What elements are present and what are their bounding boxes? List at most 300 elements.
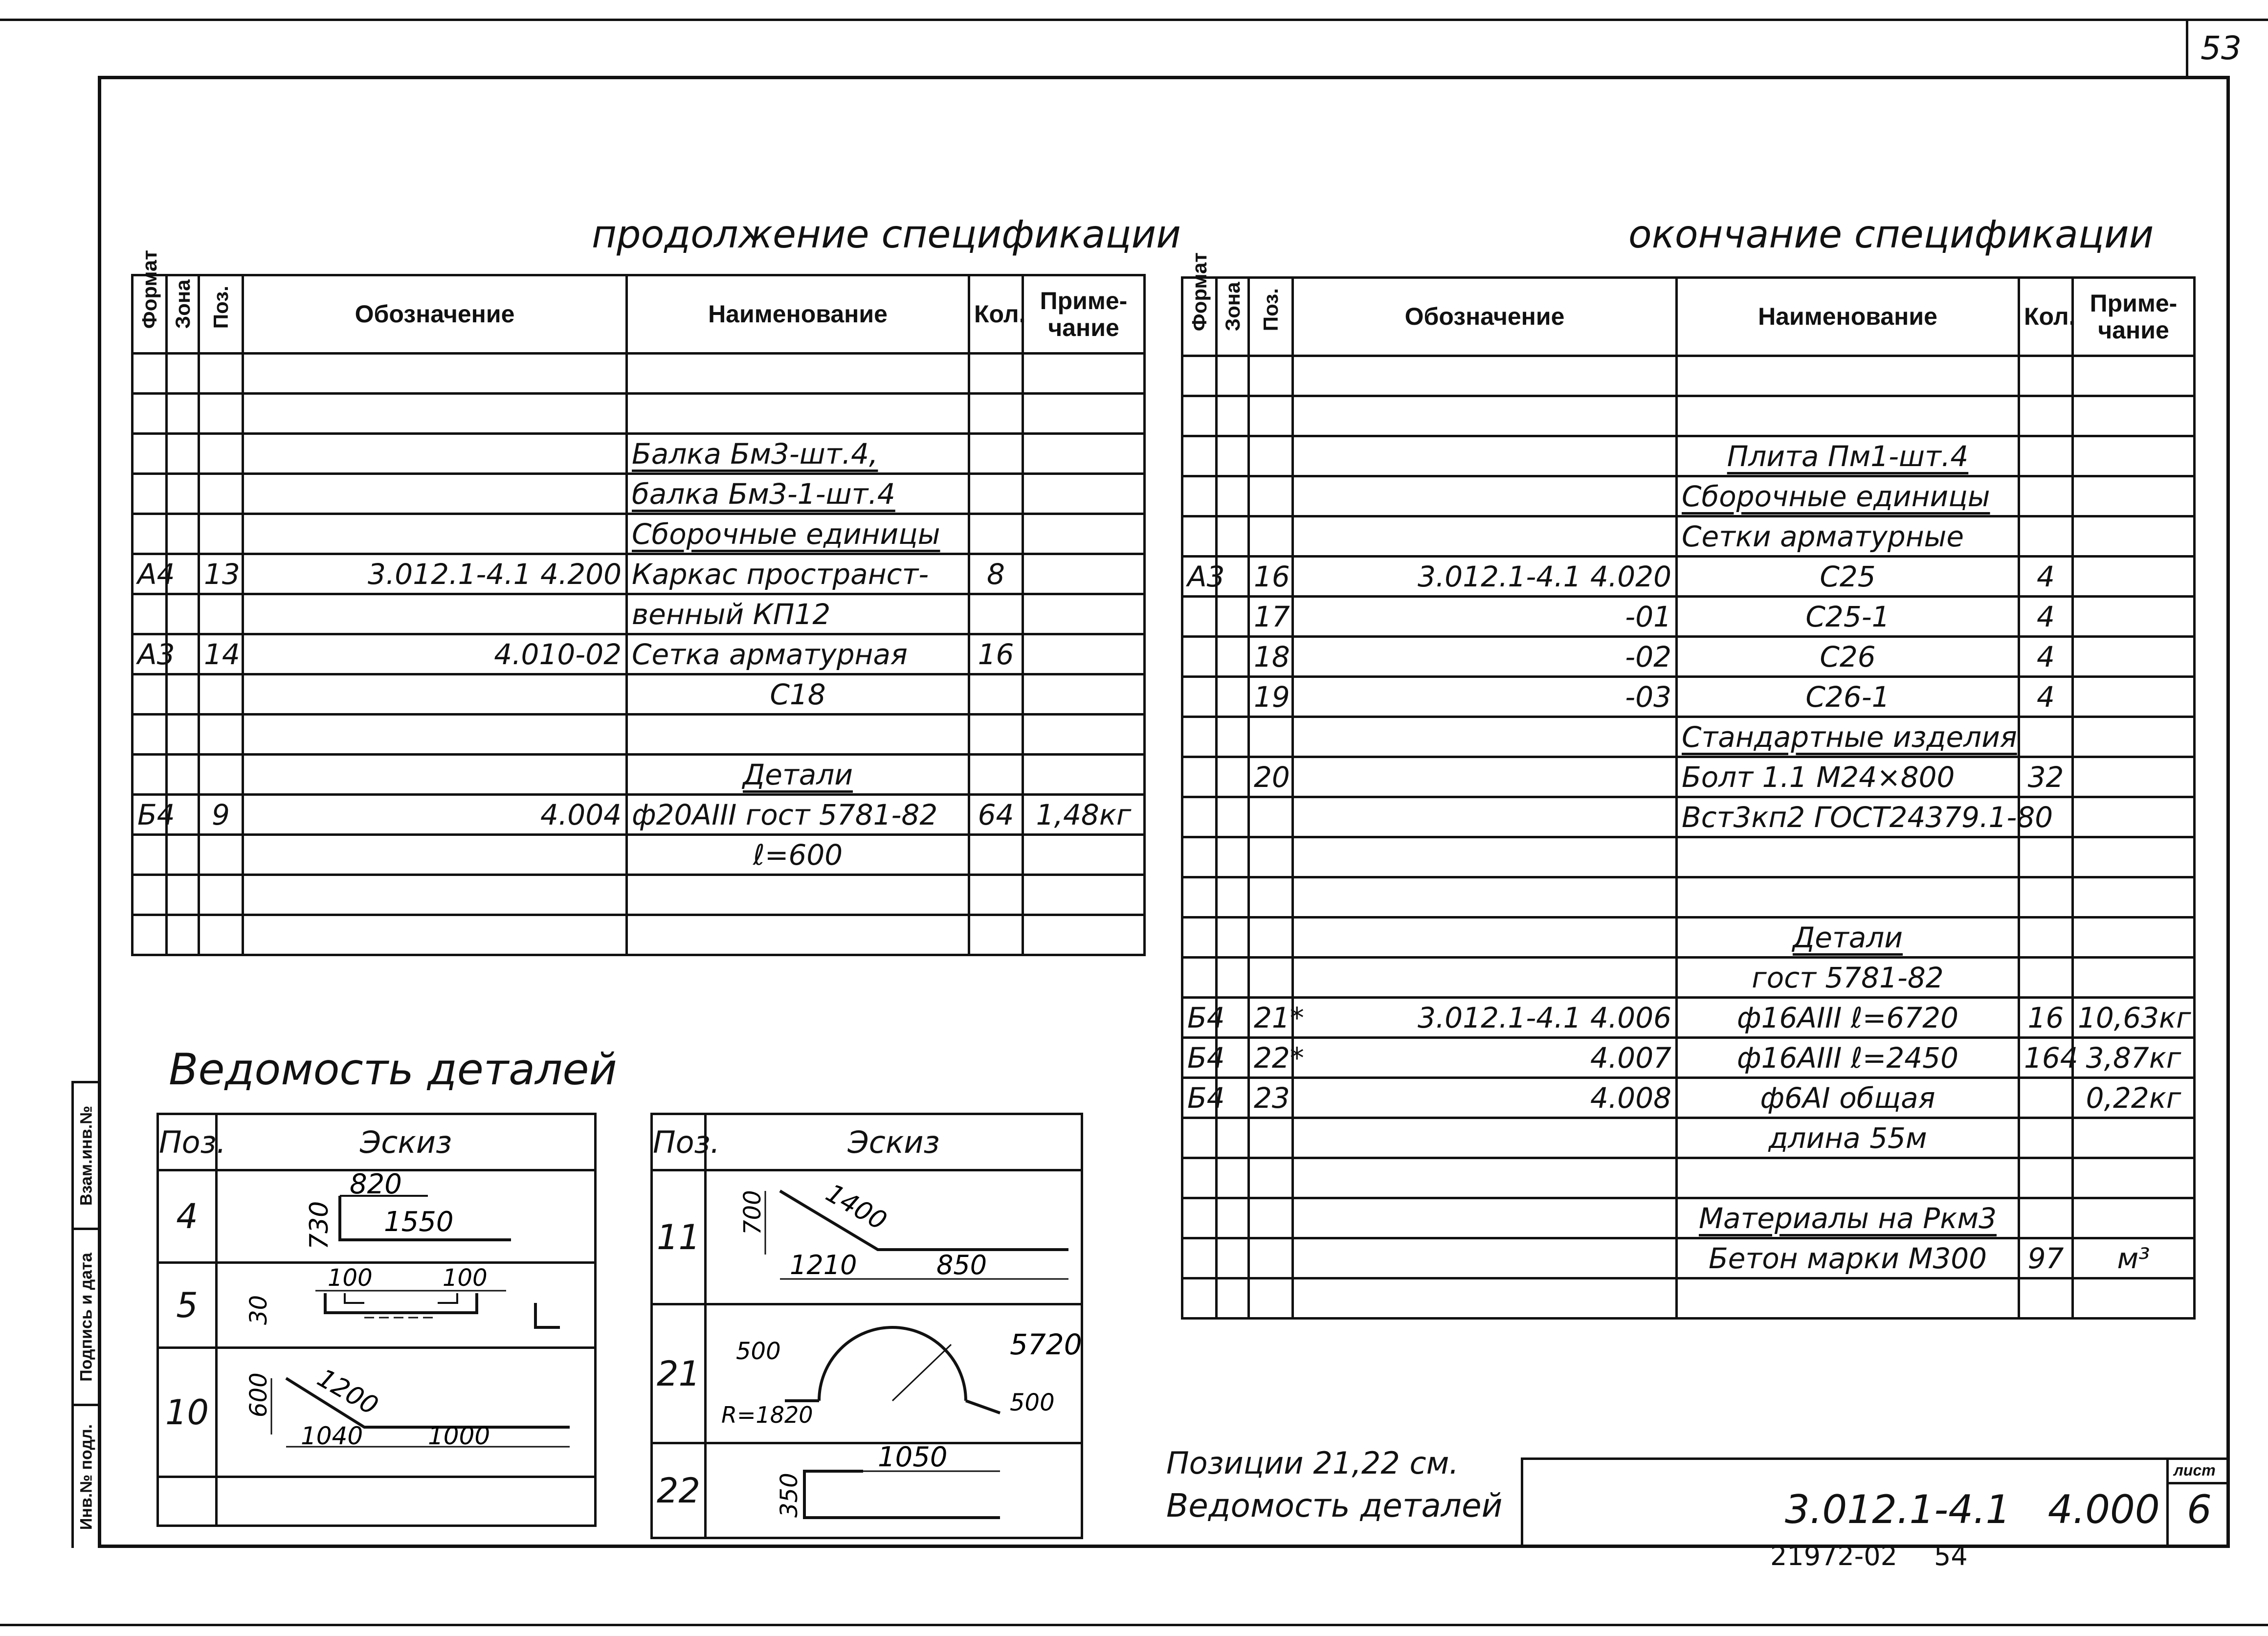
cell-zone <box>167 915 199 955</box>
cell-qty <box>969 674 1023 715</box>
cell-pos: 18 <box>1249 637 1293 677</box>
cell-qty <box>2019 1278 2073 1319</box>
sketch-row <box>652 1304 1082 1443</box>
cell-format <box>1182 637 1217 677</box>
cell-qty: 16 <box>2019 998 2073 1038</box>
cell-qty: 164 <box>2019 1038 2073 1078</box>
archive-number: 21972-02 <box>1770 1541 1897 1571</box>
spec-row <box>1182 1198 2195 1238</box>
cell-note <box>1023 354 1145 394</box>
cell-zone <box>1217 516 1249 557</box>
cell-pos: 19 <box>1249 677 1293 717</box>
left-spec-table <box>131 250 1146 956</box>
cell-qty: 16 <box>969 634 1023 674</box>
cell-zone <box>167 715 199 755</box>
col-note: Приме-чание <box>2073 278 2195 356</box>
cell-zone <box>1217 958 1249 998</box>
spec-row <box>133 554 1145 594</box>
cell-format <box>1182 677 1217 717</box>
cell-note <box>2073 476 2195 516</box>
cell-format <box>133 394 167 434</box>
cell-pos <box>199 755 243 795</box>
cell-pos: 21* <box>1249 998 1293 1038</box>
cell-format <box>133 354 167 394</box>
cell-designation <box>1293 958 1677 998</box>
cell-designation: 3.012.1-4.1 4.200 <box>243 554 627 594</box>
positions-note-line2: Ведомость деталей <box>1166 1487 1503 1524</box>
cell-qty <box>2019 1158 2073 1198</box>
cell-zone <box>167 394 199 434</box>
cell-qty <box>2019 516 2073 557</box>
cell-note <box>2073 717 2195 757</box>
sketch-col-sketch: Эскиз <box>706 1114 1082 1170</box>
dim-label: 1000 <box>428 1422 490 1450</box>
sketch-col-sketch: Эскиз <box>217 1114 596 1170</box>
cell-note <box>1023 394 1145 434</box>
cell-qty <box>969 354 1023 394</box>
cell-designation <box>1293 837 1677 877</box>
spec-row <box>133 875 1145 915</box>
sketch-row <box>652 1443 1082 1538</box>
cell-format <box>133 715 167 755</box>
cell-pos <box>1249 516 1293 557</box>
cell-zone <box>1217 677 1249 717</box>
cell-format <box>133 835 167 875</box>
archive-page: 54 <box>1934 1541 1968 1571</box>
cell-zone <box>1217 356 1249 396</box>
side-stamp <box>72 1081 101 1548</box>
cell-note <box>1023 715 1145 755</box>
cell-pos: 22* <box>1249 1038 1293 1078</box>
cell-note <box>2073 837 2195 877</box>
page-number-box-edge <box>2186 20 2188 77</box>
cell-designation <box>1293 1278 1677 1319</box>
cell-pos <box>199 434 243 474</box>
cell-designation <box>1293 757 1677 797</box>
spec-row <box>133 354 1145 394</box>
dim-label: 5720 <box>1010 1328 1082 1361</box>
cell-qty <box>969 835 1023 875</box>
dim-label: 1200 <box>312 1363 383 1421</box>
cell-designation <box>1293 436 1677 476</box>
cell-pos <box>1249 1198 1293 1238</box>
cell-qty <box>2019 877 2073 918</box>
cell-note <box>1023 554 1145 594</box>
cell-qty <box>2019 918 2073 958</box>
cell-format <box>1182 757 1217 797</box>
cell-format <box>133 514 167 554</box>
cell-qty: 8 <box>969 554 1023 594</box>
cell-name <box>1677 877 2019 918</box>
cell-name <box>627 715 969 755</box>
cell-zone <box>167 474 199 514</box>
cell-note: 0,22кг <box>2073 1078 2195 1118</box>
cell-qty <box>969 514 1023 554</box>
side-stamp-sign: Подпись и дата <box>72 1228 101 1404</box>
spec-row <box>1182 998 2195 1038</box>
cell-pos <box>199 915 243 955</box>
cell-pos <box>1249 958 1293 998</box>
cell-qty <box>2019 1198 2073 1238</box>
cell-pos: 20 <box>1249 757 1293 797</box>
cell-pos <box>1249 1118 1293 1158</box>
cell-pos <box>199 514 243 554</box>
sketch-4 <box>218 1168 597 1259</box>
cell-designation <box>243 875 627 915</box>
cell-designation: 4.004 <box>243 795 627 835</box>
cell-zone <box>167 875 199 915</box>
cell-designation: 4.007 <box>1293 1038 1677 1078</box>
sheet-box-divider <box>2166 1482 2230 1484</box>
spec-row <box>133 915 1145 955</box>
cell-note <box>1023 674 1145 715</box>
cell-designation <box>1293 918 1677 958</box>
cell-note <box>2073 797 2195 837</box>
dim-label: 100 <box>443 1264 488 1292</box>
cell-zone <box>1217 476 1249 516</box>
spec-row <box>1182 1038 2195 1078</box>
cell-name: Бетон марки М300 <box>1677 1238 2019 1278</box>
cell-pos <box>1249 1278 1293 1319</box>
cell-name: ф6АI общая <box>1677 1078 2019 1118</box>
cell-designation <box>1293 516 1677 557</box>
cell-note <box>2073 1158 2195 1198</box>
spec-row <box>1182 597 2195 637</box>
sketch-row <box>158 1348 596 1477</box>
cell-pos: 16 <box>1249 557 1293 597</box>
cell-note <box>1023 835 1145 875</box>
sketch-row <box>158 1170 596 1263</box>
spec-row <box>133 795 1145 835</box>
sketch-pos: 11 <box>652 1170 706 1304</box>
cell-format <box>1182 918 1217 958</box>
sketch-row <box>158 1263 596 1348</box>
cell-qty <box>2019 436 2073 476</box>
cell-pos <box>199 594 243 634</box>
bottom-border-line <box>0 1624 2268 1626</box>
cell-pos: 14 <box>199 634 243 674</box>
cell-designation: -01 <box>1293 597 1677 637</box>
cell-name: Материалы на Ркм3 <box>1677 1198 2019 1238</box>
col-zone: Зона <box>167 275 199 354</box>
sketch-table-left <box>156 1113 597 1527</box>
cell-format <box>1182 797 1217 837</box>
cell-name: венный КП12 <box>627 594 969 634</box>
cell-designation <box>243 915 627 955</box>
col-qty: Кол. <box>969 275 1023 354</box>
cell-zone <box>167 354 199 394</box>
cell-qty <box>2019 1078 2073 1118</box>
cell-pos <box>199 354 243 394</box>
cell-designation <box>1293 717 1677 757</box>
cell-format: А4 <box>133 554 167 594</box>
cell-qty <box>2019 396 2073 436</box>
cell-name: Детали <box>627 755 969 795</box>
cell-note: м³ <box>2073 1238 2195 1278</box>
cell-pos <box>199 394 243 434</box>
cell-qty: 4 <box>2019 637 2073 677</box>
cell-qty <box>2019 837 2073 877</box>
dim-label: 730 <box>305 1201 334 1250</box>
cell-name: С18 <box>627 674 969 715</box>
cell-qty: 32 <box>2019 757 2073 797</box>
col-designation: Обозначение <box>243 275 627 354</box>
dim-label: 30 <box>245 1295 272 1325</box>
cell-note <box>2073 637 2195 677</box>
cell-name: Сборочные единицы <box>627 514 969 554</box>
cell-zone <box>1217 797 1249 837</box>
cell-format <box>1182 1158 1217 1198</box>
sketch-pos: 4 <box>158 1170 217 1263</box>
cell-format <box>1182 1238 1217 1278</box>
cell-designation: 4.008 <box>1293 1078 1677 1118</box>
cell-pos <box>1249 1238 1293 1278</box>
right-spec-table <box>1181 252 2196 1320</box>
spec-row <box>133 715 1145 755</box>
sketch-pos: 22 <box>652 1443 706 1538</box>
cell-note <box>2073 1198 2195 1238</box>
spec-row <box>1182 557 2195 597</box>
cell-zone <box>167 434 199 474</box>
cell-designation: 3.012.1-4.1 4.020 <box>1293 557 1677 597</box>
cell-format <box>1182 356 1217 396</box>
cell-zone <box>167 674 199 715</box>
cell-format: А3 <box>133 634 167 674</box>
cell-designation <box>243 394 627 434</box>
dim-label: 1050 <box>878 1441 948 1473</box>
cell-qty <box>2019 476 2073 516</box>
cell-designation: -02 <box>1293 637 1677 677</box>
sketch-col-pos: Поз. <box>158 1114 217 1170</box>
cell-designation <box>243 514 627 554</box>
cell-pos: 23 <box>1249 1078 1293 1118</box>
cell-zone <box>1217 1118 1249 1158</box>
cell-designation <box>243 594 627 634</box>
dim-label: 1550 <box>384 1206 454 1238</box>
cell-format <box>133 594 167 634</box>
cell-pos <box>199 674 243 715</box>
cell-note <box>2073 958 2195 998</box>
cell-format: Б4 <box>1182 1078 1217 1118</box>
cell-name <box>1677 356 2019 396</box>
cell-note <box>2073 757 2195 797</box>
cell-format <box>1182 597 1217 637</box>
cell-note <box>1023 915 1145 955</box>
cell-name: балка Бм3-1-шт.4 <box>627 474 969 514</box>
cell-format <box>1182 1198 1217 1238</box>
cell-format <box>133 755 167 795</box>
cell-zone <box>1217 1278 1249 1319</box>
cell-zone <box>167 594 199 634</box>
cell-qty: 4 <box>2019 677 2073 717</box>
dim-label: 1400 <box>821 1178 892 1236</box>
cell-qty <box>2019 1118 2073 1158</box>
dim-label: 1040 <box>301 1422 363 1450</box>
dim-label: 1210 <box>790 1250 857 1280</box>
cell-zone <box>167 835 199 875</box>
cell-format <box>133 474 167 514</box>
cell-zone <box>1217 717 1249 757</box>
cell-zone <box>1217 837 1249 877</box>
document-code: 3.012.1-4.1 4.000 <box>1785 1487 2160 1532</box>
cell-qty: 4 <box>2019 557 2073 597</box>
col-format: Формат <box>133 275 167 354</box>
cell-qty: 64 <box>969 795 1023 835</box>
cell-name: гост 5781-82 <box>1677 958 2019 998</box>
cell-note <box>2073 1278 2195 1319</box>
sketch-pos: 5 <box>158 1263 217 1348</box>
side-stamp-replace: Взам.инв.№ <box>72 1081 101 1228</box>
cell-zone <box>1217 436 1249 476</box>
cell-name: Плита Пм1-шт.4 <box>1677 436 2019 476</box>
cell-name <box>627 915 969 955</box>
cell-pos <box>1249 476 1293 516</box>
cell-name: Сборочные единицы <box>1677 476 2019 516</box>
spec-row <box>133 634 1145 674</box>
cell-name: С25-1 <box>1677 597 2019 637</box>
cell-format <box>1182 958 1217 998</box>
cell-pos <box>1249 837 1293 877</box>
spec-row <box>1182 396 2195 436</box>
cell-name: ф16АIII ℓ=2450 <box>1677 1038 2019 1078</box>
cell-pos <box>1249 1158 1293 1198</box>
cell-qty <box>969 594 1023 634</box>
cell-designation <box>1293 1118 1677 1158</box>
cell-format <box>1182 1118 1217 1158</box>
cell-designation <box>1293 877 1677 918</box>
spec-row <box>1182 476 2195 516</box>
cell-designation: 4.010-02 <box>243 634 627 674</box>
cell-designation <box>1293 1158 1677 1198</box>
cell-designation <box>1293 1238 1677 1278</box>
col-zone: Зона <box>1217 278 1249 356</box>
cell-format <box>1182 476 1217 516</box>
cell-pos <box>1249 356 1293 396</box>
cell-qty: 97 <box>2019 1238 2073 1278</box>
cell-pos <box>1249 436 1293 476</box>
cell-name: длина 55м <box>1677 1118 2019 1158</box>
spec-row <box>1182 436 2195 476</box>
col-pos: Поз. <box>1249 278 1293 356</box>
cell-format: Б4 <box>1182 998 1217 1038</box>
spec-row <box>133 755 1145 795</box>
cell-qty <box>969 394 1023 434</box>
cell-name: Стандартные изделия <box>1677 717 2019 757</box>
cell-name: Балка Бм3-шт.4, <box>627 434 969 474</box>
cell-pos: 9 <box>199 795 243 835</box>
spec-row <box>1182 1078 2195 1118</box>
cell-qty <box>969 875 1023 915</box>
cell-designation <box>1293 396 1677 436</box>
cell-zone <box>1217 877 1249 918</box>
cell-note: 1,48кг <box>1023 795 1145 835</box>
cell-format <box>133 674 167 715</box>
title-block-top <box>1521 1457 2230 1460</box>
cell-qty: 4 <box>2019 597 2073 637</box>
cell-format <box>1182 877 1217 918</box>
cell-designation <box>243 674 627 715</box>
cell-designation <box>1293 356 1677 396</box>
cell-qty <box>969 715 1023 755</box>
cell-qty <box>969 434 1023 474</box>
cell-name <box>627 354 969 394</box>
cell-note: 3,87кг <box>2073 1038 2195 1078</box>
cell-name: С26-1 <box>1677 677 2019 717</box>
cell-pos <box>1249 717 1293 757</box>
spec-row <box>1182 637 2195 677</box>
cell-note <box>1023 875 1145 915</box>
cell-pos: 17 <box>1249 597 1293 637</box>
cell-zone <box>1217 1238 1249 1278</box>
cell-format <box>133 875 167 915</box>
cell-format <box>1182 516 1217 557</box>
cell-name: Сетки арматурные <box>1677 516 2019 557</box>
spec-row <box>133 394 1145 434</box>
cell-name: С26 <box>1677 637 2019 677</box>
spec-row <box>1182 837 2195 877</box>
cell-pos <box>199 715 243 755</box>
dim-label: 500 <box>736 1338 781 1365</box>
cell-designation <box>243 755 627 795</box>
dim-label: 100 <box>328 1264 373 1292</box>
cell-qty <box>969 755 1023 795</box>
sheet-box-left <box>2166 1457 2169 1548</box>
cell-note: 10,63кг <box>2073 998 2195 1038</box>
cell-name: Сетка арматурная <box>627 634 969 674</box>
sketch-pos: 21 <box>652 1304 706 1443</box>
cell-zone <box>1217 637 1249 677</box>
spec-row <box>133 594 1145 634</box>
right-spec-title: окончание спецификации <box>1628 213 2154 257</box>
spec-row <box>1182 1278 2195 1319</box>
spec-row <box>1182 1238 2195 1278</box>
cell-pos <box>1249 918 1293 958</box>
cell-zone <box>1217 1198 1249 1238</box>
cell-name: Каркас пространст- <box>627 554 969 594</box>
dim-label: R=1820 <box>721 1402 813 1428</box>
col-format: Формат <box>1182 278 1217 356</box>
cell-format <box>1182 1278 1217 1319</box>
cell-name <box>627 875 969 915</box>
spec-row <box>1182 797 2195 837</box>
cell-zone <box>167 755 199 795</box>
cell-pos <box>199 474 243 514</box>
cell-note <box>2073 1118 2195 1158</box>
cell-qty <box>969 915 1023 955</box>
cell-note <box>1023 474 1145 514</box>
cell-designation: 3.012.1-4.1 4.006 <box>1293 998 1677 1038</box>
title-block-left <box>1521 1457 1523 1548</box>
sketch-22 <box>707 1441 1083 1535</box>
spec-row <box>1182 1158 2195 1198</box>
dim-label: 820 <box>350 1168 402 1200</box>
col-qty: Кол. <box>2019 278 2073 356</box>
spec-row <box>133 434 1145 474</box>
cell-zone <box>167 514 199 554</box>
sketch-table-right <box>650 1113 1083 1539</box>
cell-zone <box>1217 396 1249 436</box>
sketch-pos: 10 <box>158 1348 217 1477</box>
cell-name <box>1677 1278 2019 1319</box>
dim-label: 700 <box>739 1190 766 1235</box>
spec-row <box>1182 677 2195 717</box>
side-stamp-inv: Инв.№ подл. <box>72 1404 101 1548</box>
cell-pos <box>1249 396 1293 436</box>
spec-row <box>1182 958 2195 998</box>
sheet-page-number: 53 <box>2201 29 2242 67</box>
cell-format <box>1182 396 1217 436</box>
cell-zone <box>1217 597 1249 637</box>
